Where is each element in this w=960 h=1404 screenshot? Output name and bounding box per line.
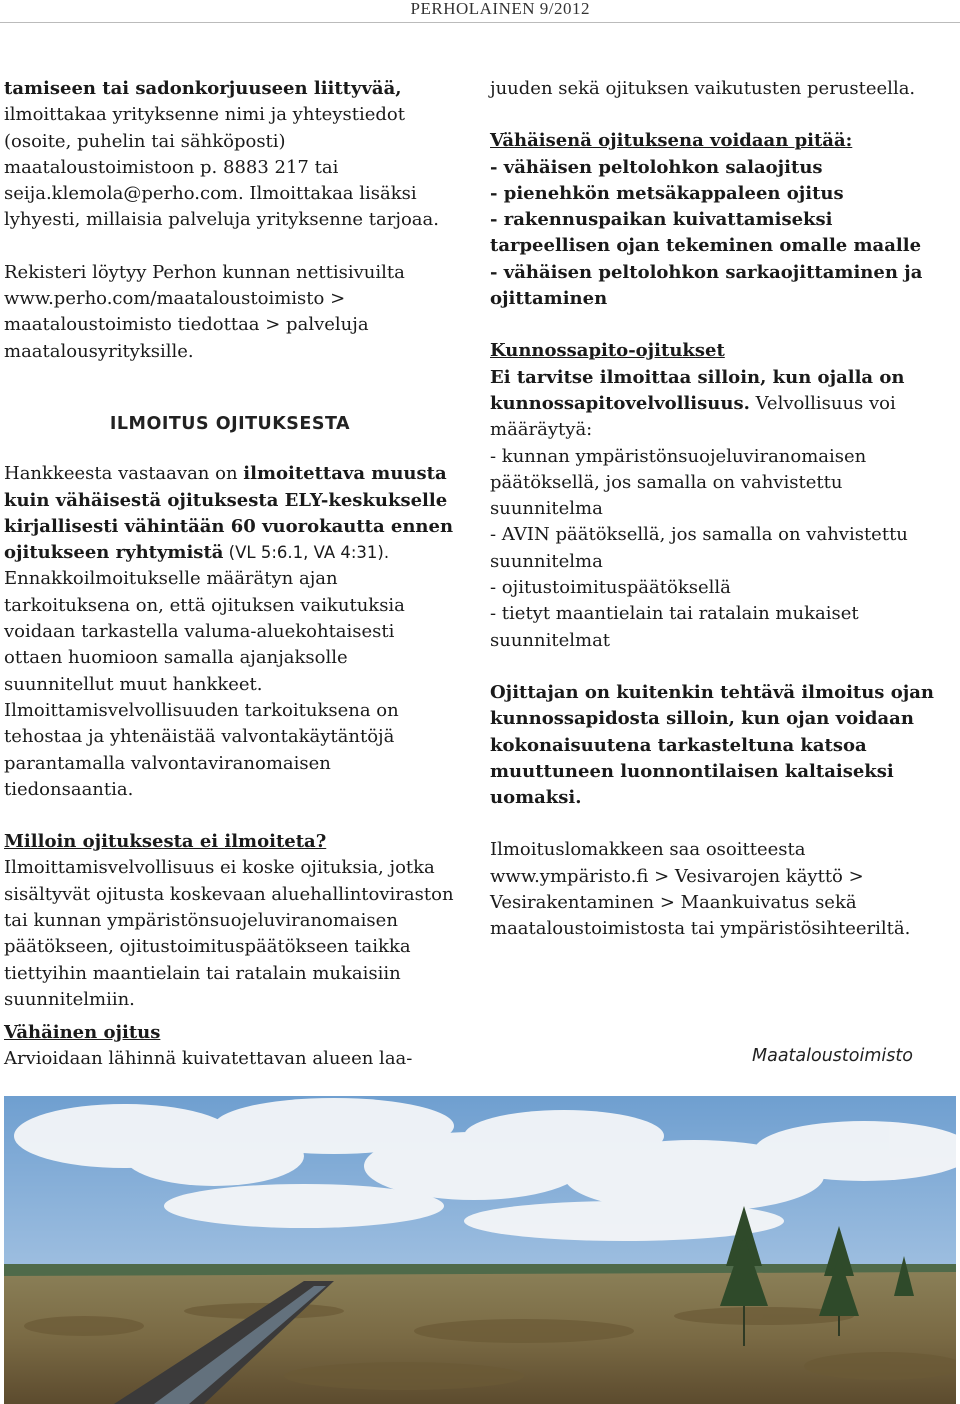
maintenance-heading: Kunnossapito-ojitukset bbox=[490, 340, 725, 362]
minor-ditching-intro bbox=[4, 1020, 474, 1073]
maintenance-list-item: - ojitustoimituspäätöksellä bbox=[490, 577, 731, 599]
minor-list-heading: Vähäisenä ojituksena voidaan pitää: bbox=[490, 130, 853, 152]
signature: Maataloustoimisto bbox=[752, 1046, 913, 1066]
intro-paragraph bbox=[4, 76, 456, 234]
intro-text: ilmoittakaa yrityksenne nimi ja yhteystiedot (osoite, puhelin tai sähköposti) maataloustoimistoon p. 8883 217 tai seija.klemola@perho.com. Ilmoittakaa lisäksi lyhyesti, millaisia palveluja yrityksenne tarjoaa. bbox=[4, 104, 439, 231]
intro-bold: tamiseen tai sadonkorjuuseen liittyvää, bbox=[4, 78, 402, 99]
notice-paragraph bbox=[4, 461, 456, 803]
left-column bbox=[4, 76, 456, 1013]
minor-ditching-text: Arvioidaan lähinnä kuivatettavan alueen laa- bbox=[4, 1048, 413, 1070]
ditch-landscape-photo bbox=[4, 1096, 956, 1404]
right-column bbox=[490, 76, 952, 943]
registry-paragraph: Rekisteri löytyy Perhon kunnan nettisivuilta www.perho.com/maataloustoimisto > maataloustoimisto tiedottaa > palveluja maatalousyrityksille. bbox=[4, 261, 405, 362]
continuation-paragraph: juuden sekä ojituksen vaikutusten perusteella. bbox=[490, 78, 916, 99]
maintenance-paragraph bbox=[490, 365, 952, 444]
when-paragraph: Ilmoittamisvelvollisuus ei koske ojituksia, jotka sisältyvät ojitusta koskevaan aluehallintoviraston tai kunnan ympäristönsuojeluviranomaisen päätökseen, ojitustoimituspäätökseen taikka tiettyihin maantielain tai ratalain mukaisiin suunnitelmiin. bbox=[4, 857, 454, 1010]
maintenance-list-item: - AVIN päätöksellä, jos samalla on vahvistettu suunnitelma bbox=[490, 524, 908, 572]
maintenance-bold: Ei tarvitse ilmoittaa silloin, kun ojalla on kunnossapitovelvollisuus. bbox=[490, 366, 905, 414]
maintenance-list-item: - tietyt maantielain tai ratalain mukaiset suunnitelmat bbox=[490, 603, 859, 651]
notice-ref: (VL 5:6.1, VA 4:31). bbox=[223, 543, 390, 563]
maintenance-rest: Velvollisuus voi määräytyä: bbox=[490, 392, 896, 441]
minor-list-item: - rakennuspaikan kuivattamiseksi tarpeellisen ojan tekeminen omalle maalle bbox=[490, 209, 922, 257]
notice-bold: ilmoitettava muusta kuin vähäisestä ojituksesta ELY-keskukselle kirjallisesti vähintään 60 vuorokautta ennen ojitukseen ryhtymistä bbox=[4, 463, 454, 564]
when-heading: Milloin ojituksesta ei ilmoiteta? bbox=[4, 831, 327, 853]
notice-pre: Hankkeesta vastaavan on bbox=[4, 463, 244, 485]
page-header bbox=[0, 0, 960, 23]
duty-paragraph: Ojittajan on kuitenkin tehtävä ilmoitus ojan kunnossapidosta silloin, kun ojan voidaan kokonaisuutena tarkasteltuna katsoa muuttuneen luonnontilaisen kaltaiseksi uomaksi. bbox=[490, 681, 934, 809]
notice-rest: Ennakkoilmoitukselle määrätyn ajan tarkoituksena on, että ojituksen vaikutuksia voidaan tarkastella valuma-aluekohtaisesti ottaen huomioon samalla ajanjaksolle suunnitellut muut hankkeet. Ilmoittamisvelvollisuuden tarkoituksena on tehostaa ja yhtenäistää valvontakäytäntöjä parantamalla valvontaviranomaisen tiedonsaantia. bbox=[4, 568, 405, 800]
minor-ditching-heading: Vähäinen ojitus bbox=[4, 1022, 161, 1043]
minor-list-item: - pienehkön metsäkappaleen ojitus bbox=[490, 182, 844, 204]
minor-list-item: - vähäisen peltolohkon salaojitus bbox=[490, 156, 823, 178]
form-paragraph: Ilmoituslomakkeen saa osoitteesta www.ympäristo.fi > Vesivarojen käyttö > Vesirakentaminen > Maankuivatus sekä maataloustoimistosta tai ympäristösihteeriltä. bbox=[490, 839, 911, 940]
section-title: ILMOITUS OJITUKSESTA bbox=[109, 413, 351, 434]
minor-list-item: - vähäisen peltolohkon sarkaojittaminen ja ojittaminen bbox=[490, 261, 923, 310]
header-title: PERHOLAINEN 9/2012 bbox=[410, 0, 590, 18]
maintenance-list-item: - kunnan ympäristönsuojeluviranomaisen päätöksellä, jos samalla on vahvistettu suunnitelma bbox=[490, 445, 867, 520]
